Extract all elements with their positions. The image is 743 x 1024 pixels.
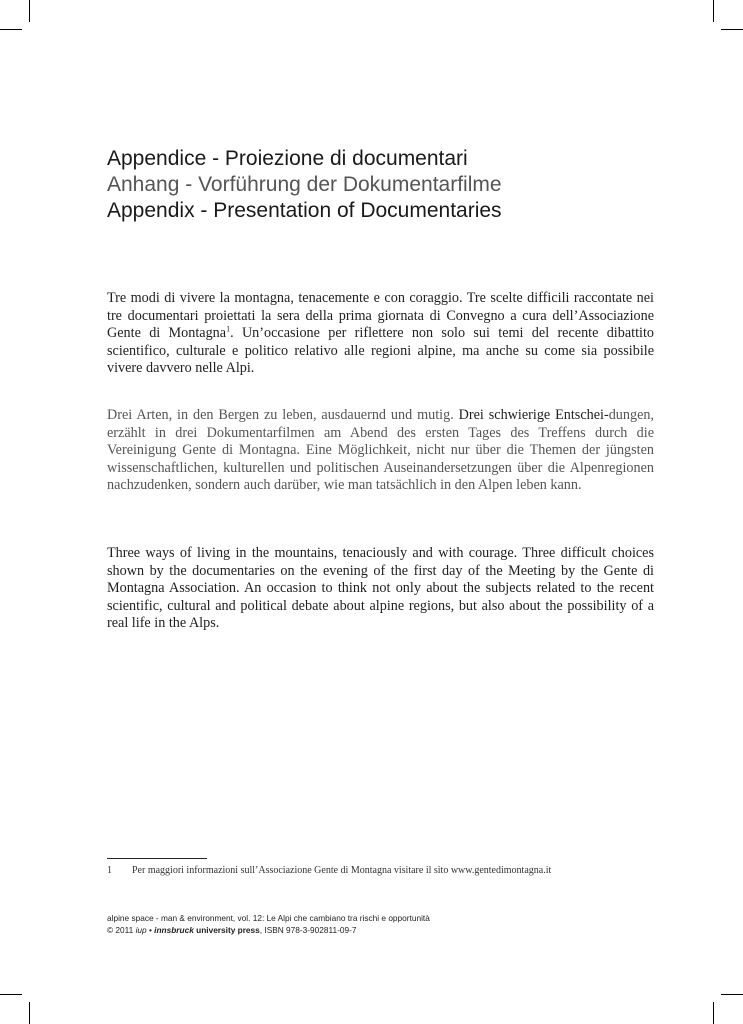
footer-bullet: •	[146, 925, 155, 935]
paragraph-italian-text-1: Tre modi di vivere la montagna, tenacemente e con coraggio. Tre scelte difficili raccontate nei tre documentari proiettati la sera della prima giornata di Convegno a cura dell’Associazione Gente di Montagna	[107, 290, 654, 341]
footnote-divider	[107, 858, 207, 859]
crop-mark-bottom-right-horizontal	[721, 994, 743, 995]
footer-press-italic: innsbruck	[154, 925, 194, 935]
crop-mark-top-right-horizontal	[721, 29, 743, 30]
paragraph-german-text-3: dungen, erzählt in drei Dokumentarfilmen am Abend des ersten Tages des Treffens durch die Vereinigung Gente di Montagna. Eine Möglichkeit, nicht nur über die Themen der jüngsten wissenschaftlichen, kulturellen und politischen Auseinandersetzungen über die Alpenregionen nachzudenken, sondern auch darüber, wie man tatsächlich in den Alpen leben kann.	[107, 407, 655, 493]
paragraph-italian-text-2: . Un’occasione per riflettere non solo sui temi del recente dibattito scientifico, culturale e politico relativo alle regioni alpine, ma anche su come sia possibile vivere davvero nelle Alpi.	[107, 325, 655, 376]
paragraph-german-text-2: Drei schwierige Entschei-	[458, 407, 609, 423]
paragraph-italian	[107, 290, 654, 378]
footer-isbn: , ISBN 978-3-902811-09-7	[259, 925, 357, 935]
footer-series-line: alpine space - man & environment, vol. 12: Le Alpi che cambiano tra rischi e opportunità	[107, 913, 430, 923]
title-german: Anhang - Vorführung der Dokumentarfilme	[107, 173, 502, 196]
footnote-reference: 1	[226, 324, 231, 334]
page-footer	[107, 912, 667, 936]
crop-mark-top-right-vertical	[713, 0, 714, 22]
title-block	[107, 146, 667, 224]
title-english: Appendix - Presentation of Documentaries	[107, 199, 502, 222]
footer-press-rest: university press	[193, 925, 260, 935]
crop-mark-bottom-left-vertical	[29, 1002, 30, 1024]
crop-mark-bottom-left-horizontal	[0, 994, 22, 995]
footnote-number: 1	[107, 865, 112, 876]
footer-iup: iup	[135, 925, 147, 935]
crop-mark-top-left-vertical	[29, 0, 30, 22]
title-italian: Appendice - Proiezione di documentari	[107, 147, 468, 170]
crop-mark-bottom-right-vertical	[713, 1002, 714, 1024]
footer-publisher-line	[107, 924, 667, 936]
paragraph-german-text-1: Drei Arten, in den Bergen zu leben, ausdauernd und mutig.	[107, 407, 454, 423]
paragraph-english: Three ways of living in the mountains, tenaciously and with courage. Three difficult choices shown by the documentaries on the evening of the first day of the Meeting by the Gente di Montagna Association. An occasion to think not only about the subjects related to the recent scientific, cultural and political debate about alpine regions, but also about the possibility of a real life in the Alps.	[107, 545, 654, 631]
footer-press	[154, 925, 260, 935]
footnote-text: Per maggiori informazioni sull’Associazione Gente di Montagna visitare il sito www.gentedimontagna.it	[132, 865, 552, 876]
footnote	[107, 864, 667, 877]
crop-mark-top-left-horizontal	[0, 29, 22, 30]
footer-copyright: © 2011	[107, 925, 136, 935]
paragraph-german	[107, 407, 654, 495]
